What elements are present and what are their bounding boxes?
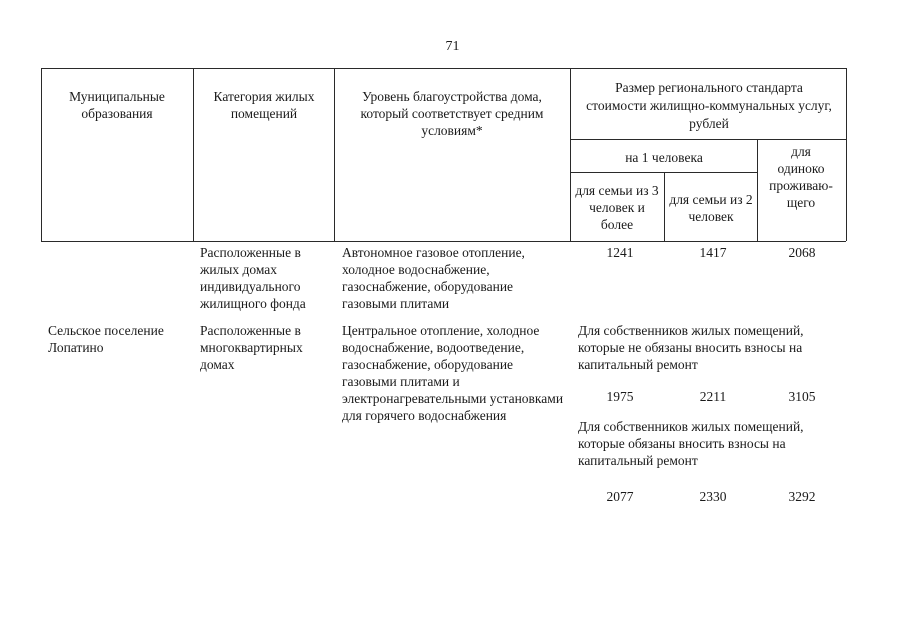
- col-line-2: [334, 68, 335, 241]
- row1-value-family3: 1241: [606, 245, 634, 260]
- row2-group1-value-single: 3105: [788, 389, 816, 404]
- row2-group2-value-family3: 2077: [606, 489, 634, 504]
- header-divider-standard: [570, 139, 846, 140]
- row2-group1-value-family2: 2211: [699, 389, 727, 404]
- header-category: Категория жилых помещений: [213, 89, 315, 121]
- page-number: 71: [445, 39, 460, 54]
- header-family2: для семьи из 2 человек: [669, 192, 753, 224]
- row1-value-single: 2068: [788, 245, 816, 260]
- row1-value-family2: 1417: [699, 245, 727, 260]
- col-line-1: [193, 68, 194, 241]
- header-level: Уровень благоустройства дома, который соответствует средним условиям*: [360, 89, 544, 138]
- row1-level: Автономное газовое отопление, холодное водоснабжение, газоснабжение, оборудование газовыми плитами: [342, 245, 525, 311]
- header-municipality: Муниципальные образования: [69, 89, 165, 121]
- header-standard: Размер регионального стандарта стоимости жилищно-коммунальных услуг, рублей: [586, 80, 832, 131]
- row1-category: Расположенные в жилых домах индивидуального жилищного фонда: [200, 245, 306, 311]
- row2-group2-value-single: 3292: [788, 489, 816, 504]
- col-line-0: [41, 68, 42, 241]
- header-family3: для семьи из 3 человек и более: [575, 183, 659, 232]
- header-single: для одиноко проживаю-щего: [769, 144, 833, 210]
- row2-group1-value-family3: 1975: [606, 389, 634, 404]
- row2-group2-note: Для собственников жилых помещений, которые обязаны вносить взносы на капитальный ремонт: [578, 419, 804, 468]
- header-bottom-border: [41, 241, 846, 242]
- row2-municipality: Сельское поселение Лопатино: [48, 323, 164, 355]
- header-per-person: на 1 человека: [625, 150, 703, 165]
- col-line-3: [570, 68, 571, 241]
- row2-level: Центральное отопление, холодное водоснабжение, водоотведение, газоснабжение, оборудование газовыми плитами и электронагревательными установками для горячего водоснабжения: [342, 323, 564, 423]
- row2-group1-note: Для собственников жилых помещений, которые не обязаны вносить взносы на капитальный ремонт: [578, 323, 804, 372]
- row2-group2-value-family2: 2330: [699, 489, 727, 504]
- col-line-6: [846, 68, 847, 241]
- col-line-4: [664, 172, 665, 241]
- row2-category: Расположенные в многоквартирных домах: [200, 323, 303, 372]
- table-top-border: [41, 68, 846, 69]
- col-line-5: [757, 139, 758, 241]
